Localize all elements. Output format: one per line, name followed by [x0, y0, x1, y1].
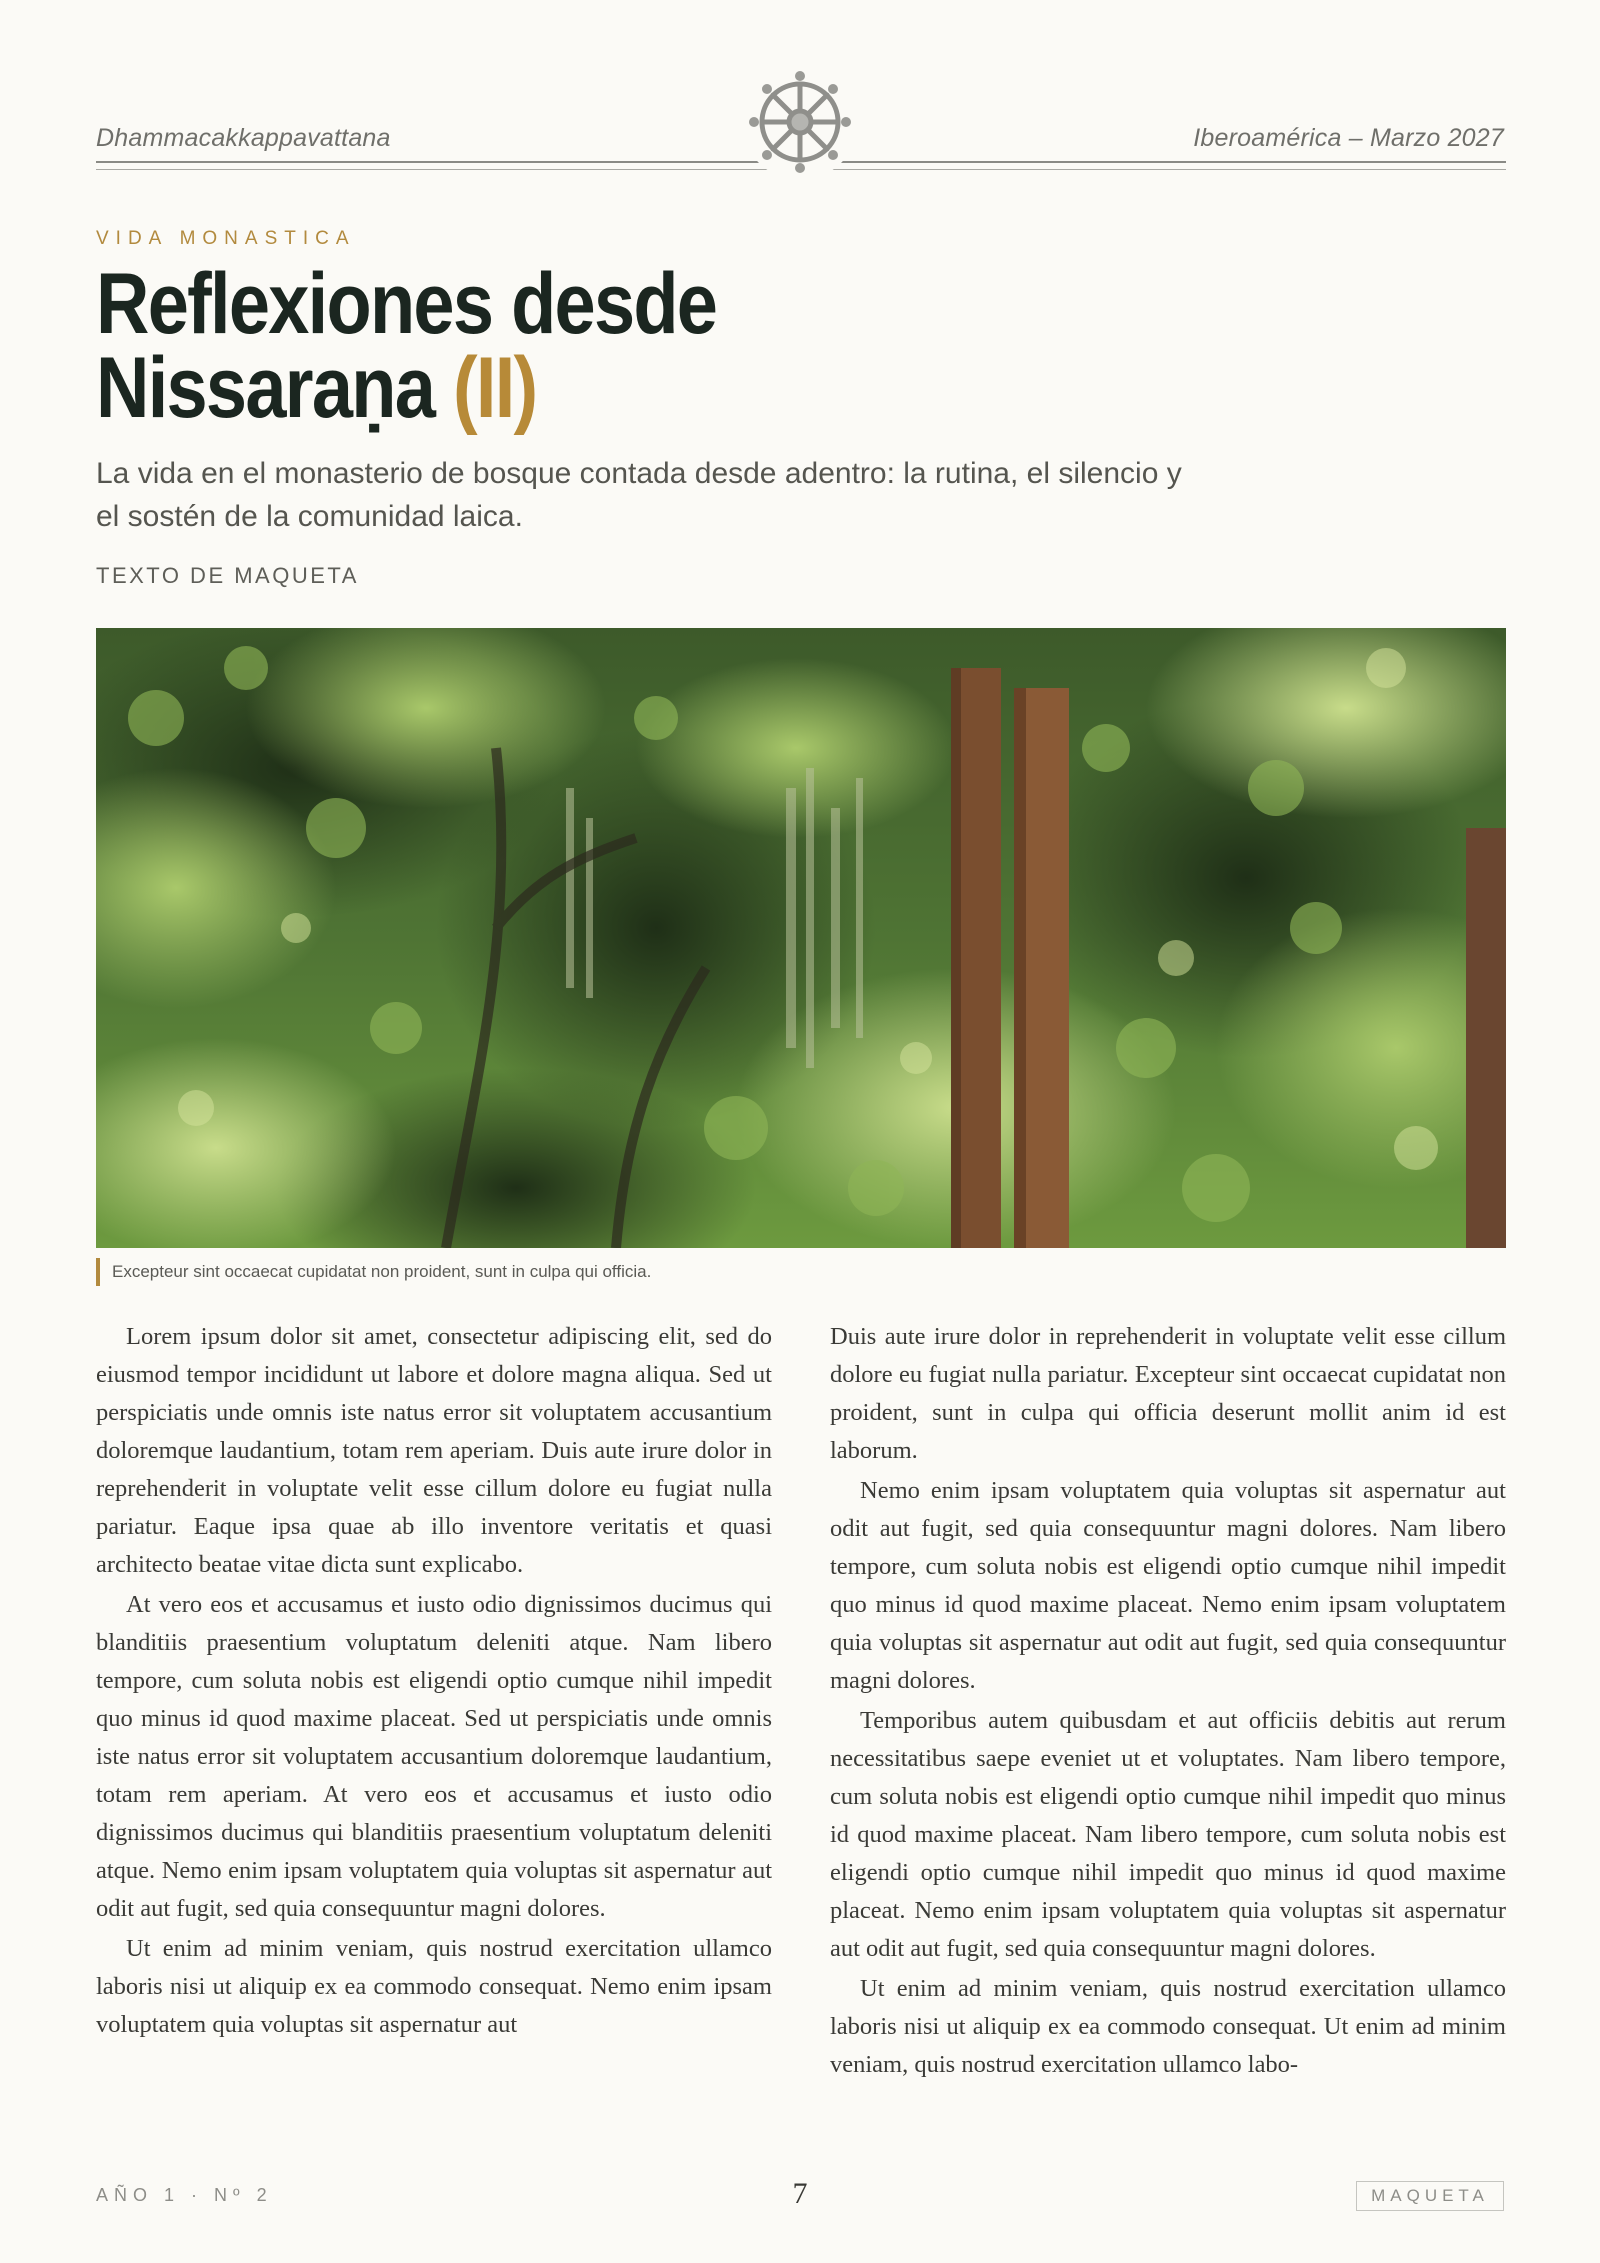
title-line-2: Nissaraṇa: [96, 340, 435, 436]
body-column-left: [96, 1318, 772, 2046]
edition-date: Iberoamérica – Marzo 2027: [1193, 124, 1504, 152]
body-column-right: [830, 1318, 1506, 2086]
issue-info: AÑO 1 · Nº 2: [96, 2185, 273, 2205]
paragraph: Temporibus autem quibusdam et aut officiis debitis aut rerum necessitatibus saepe eveniet ut et voluptates. Nam libero tempore, cum soluta nobis est eligendi optio cumque nihil impedit quo minus id quod maxime placeat. Nam libero tempore, cum soluta nobis est eligendi optio cumque nihil impedit quo minus id quod maxime placeat. Nemo enim ipsam voluptatem quia voluptas sit aspernatur aut odit aut fugit, sed quia consequuntur magni dolores.: [830, 1707, 1506, 1962]
article-title: [96, 256, 870, 436]
paragraph: Duis aute irure dolor in reprehenderit in voluptate velit esse cillum dolore eu fugiat nulla pariatur. Excepteur sint occaecat cupidatat non proident, sunt in culpa qui officia deserunt mollit anim id est laborum.: [830, 1323, 1506, 1464]
photo-caption: Excepteur sint occaecat cupidatat non proident, sunt in culpa qui officia.: [96, 1258, 651, 1286]
dharma-wheel-icon: [742, 64, 858, 180]
article-subtitle: La vida en el monasterio de bosque contada desde adentro: la rutina, el silencio y el sostén de la comunidad laica.: [96, 457, 1182, 533]
page-number: 7: [792, 2177, 808, 2210]
paragraph: Ut enim ad minim veniam, quis nostrud exercitation ullamco laboris nisi ut aliquip ex ea commodo consequat. Ut enim ad minim veniam, quis nostrud exercitation ullamco labo-: [830, 1975, 1506, 2078]
paragraph: Ut enim ad minim veniam, quis nostrud exercitation ullamco laboris nisi ut aliquip ex ea commodo consequat. Nemo enim ipsam voluptatem quia voluptas sit aspernatur aut: [96, 1935, 772, 2038]
title-line-1: Reflexiones desde: [96, 256, 717, 352]
paragraph: Nemo enim ipsam voluptatem quia voluptas sit aspernatur aut odit aut fugit, sed quia consequuntur magni dolores. Nam libero tempore, cum soluta nobis est eligendi optio cumque nihil impedit quo minus id quod maxime placeat. Nemo enim ipsam voluptatem quia voluptas sit aspernatur aut odit aut fugit, sed quia consequuntur magni dolores.: [830, 1477, 1506, 1694]
title-accent: (II): [452, 340, 537, 436]
paragraph: At vero eos et accusamus et iusto odio dignissimos ducimus qui blanditiis praesentium voluptatum deleniti atque. Nam libero tempore, cum soluta nobis est eligendi optio cumque nihil impedit quo minus id quod maxime placeat. Sed ut perspiciatis unde omnis iste natus error sit voluptatem accusantium doloremque laudantium, totam rem aperiam. At vero eos et accusamus et iusto odio dignissimos ducimus qui blanditiis praesentium voluptatum deleniti atque. Nemo enim ipsam voluptatem quia voluptas sit aspernatur aut odit aut fugit, sed quia consequuntur magni dolores.: [96, 1591, 772, 1922]
draft-badge: MAQUETA: [1356, 2181, 1504, 2211]
article-byline: TEXTO DE MAQUETA: [96, 563, 359, 588]
paragraph: Lorem ipsum dolor sit amet, consectetur adipiscing elit, sed do eiusmod tempor incididunt ut labore et dolore magna aliqua. Sed ut perspiciatis unde omnis iste natus error sit voluptatem accusantium doloremque laudantium, totam rem aperiam. Duis aute irure dolor in reprehenderit in voluptate velit esse cillum dolore eu fugiat nulla pariatur. Eaque ipsa quae ab illo inventore veritatis et quasi architecto beatae vitae dicta sunt explicabo.: [96, 1323, 772, 1578]
section-kicker: VIDA MONASTICA: [96, 228, 356, 249]
publication-name: Dhammacakkappavattana: [96, 124, 391, 152]
forest-photo: [96, 628, 1506, 1248]
